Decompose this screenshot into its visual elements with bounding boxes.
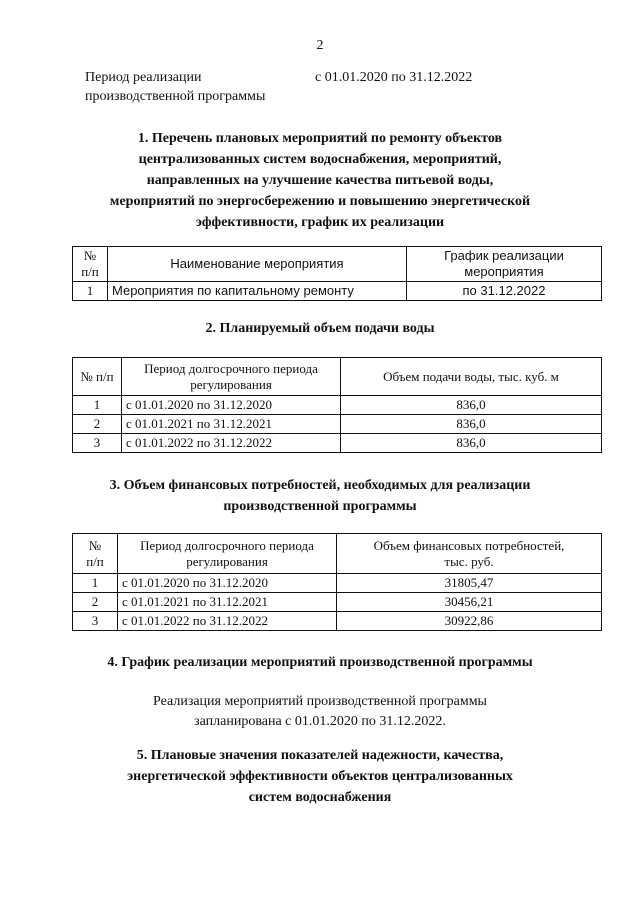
cell-period: с 01.01.2022 по 31.12.2022 <box>118 612 337 631</box>
activities-table <box>72 246 602 301</box>
cell-num: 1 <box>73 282 108 301</box>
cell-finance: 30922,86 <box>337 612 602 631</box>
section4-text-line2: запланирована с 01.01.2020 по 31.12.2022. <box>194 714 446 729</box>
cell-num: 3 <box>73 434 122 453</box>
table-header-row <box>73 247 602 282</box>
header-period <box>118 534 337 574</box>
section3-title <box>60 475 580 517</box>
period-label-line1: Период реализации <box>85 70 202 85</box>
page-number: 2 <box>316 38 324 53</box>
cell-period: с 01.01.2021 по 31.12.2021 <box>118 593 337 612</box>
section4-text <box>60 692 580 732</box>
section1-title-line: 1. Перечень плановых мероприятий по ремонту объектов <box>137 131 503 146</box>
table-row <box>73 574 602 593</box>
section1-title-line: мероприятий по энергосбережению и повышению энергетической <box>109 194 531 209</box>
cell-num: 2 <box>73 415 122 434</box>
cell-num: 3 <box>73 612 118 631</box>
financial-needs-table <box>72 533 602 631</box>
section2-title-line: 2. Планируемый объем подачи воды <box>205 321 435 336</box>
header-schedule <box>407 247 602 282</box>
section5-title-line: систем водоснабжения <box>248 790 392 805</box>
cell-period: с 01.01.2020 по 31.12.2020 <box>118 574 337 593</box>
cell-volume: 836,0 <box>341 415 602 434</box>
header-period-line2: регулирования <box>190 376 272 392</box>
header-num: № п/п <box>73 358 122 396</box>
header-num <box>73 247 108 282</box>
header-activity-name: Наименование мероприятия <box>108 247 407 282</box>
header-finance <box>337 534 602 574</box>
section3-title-line: производственной программы <box>223 499 417 514</box>
section4-title <box>60 652 580 673</box>
table-row <box>73 282 602 301</box>
header-num-line1: № <box>88 537 102 553</box>
section1-title <box>60 128 580 233</box>
header-period-line1: Период долгосрочного периода <box>144 360 318 376</box>
header-num-line2: п/п <box>81 264 99 279</box>
section3-title-line: 3. Объем финансовых потребностей, необходимых для реализации <box>109 478 531 493</box>
header-num-line1: № <box>83 248 97 263</box>
table-header-row <box>73 534 602 574</box>
section4-text-line1: Реализация мероприятий производственной программы <box>153 694 487 709</box>
cell-period: с 01.01.2020 по 31.12.2020 <box>122 396 341 415</box>
table-row <box>73 415 602 434</box>
header-num <box>73 534 118 574</box>
header-finance-line1: Объем финансовых потребностей, <box>373 537 565 553</box>
cell-period: с 01.01.2021 по 31.12.2021 <box>122 415 341 434</box>
cell-finance: 30456,21 <box>337 593 602 612</box>
section5-title <box>60 745 580 808</box>
cell-num: 2 <box>73 593 118 612</box>
section1-title-line: направленных на улучшение качества питьевой воды, <box>146 173 494 188</box>
header-period-line2: регулирования <box>186 553 268 569</box>
cell-num: 1 <box>73 574 118 593</box>
section4-title-line: 4. График реализации мероприятий производственной программы <box>107 655 533 670</box>
header-period <box>122 358 341 396</box>
section5-title-line: 5. Плановые значения показателей надежности, качества, <box>136 748 504 763</box>
cell-schedule: по 31.12.2022 <box>407 282 602 301</box>
header-volume: Объем подачи воды, тыс. куб. м <box>341 358 602 396</box>
header-schedule-line1: График реализации <box>444 248 564 263</box>
header-finance-line2: тыс. руб. <box>444 553 494 569</box>
section5-title-line: энергетической эффективности объектов централизованных <box>127 769 513 784</box>
header-num-line2: п/п <box>86 553 104 569</box>
water-volume-table <box>72 357 602 453</box>
cell-finance: 31805,47 <box>337 574 602 593</box>
table-row <box>73 612 602 631</box>
cell-num: 1 <box>73 396 122 415</box>
period-label <box>85 68 265 106</box>
section1-title-line: эффективности, график их реализации <box>195 215 445 230</box>
cell-volume: 836,0 <box>341 396 602 415</box>
header-schedule-line2: мероприятия <box>464 264 544 279</box>
section1-title-line: централизованных систем водоснабжения, мероприятий, <box>138 152 502 167</box>
period-label-line2: производственной программы <box>85 89 266 104</box>
cell-volume: 836,0 <box>341 434 602 453</box>
cell-period: с 01.01.2022 по 31.12.2022 <box>122 434 341 453</box>
cell-activity-name: Мероприятия по капитальному ремонту <box>108 282 407 301</box>
table-row <box>73 434 602 453</box>
section2-title <box>60 318 580 339</box>
table-row <box>73 593 602 612</box>
table-row <box>73 396 602 415</box>
period-value: с 01.01.2020 по 31.12.2022 <box>315 70 473 85</box>
table-header-row <box>73 358 602 396</box>
header-period-line1: Период долгосрочного периода <box>140 537 314 553</box>
